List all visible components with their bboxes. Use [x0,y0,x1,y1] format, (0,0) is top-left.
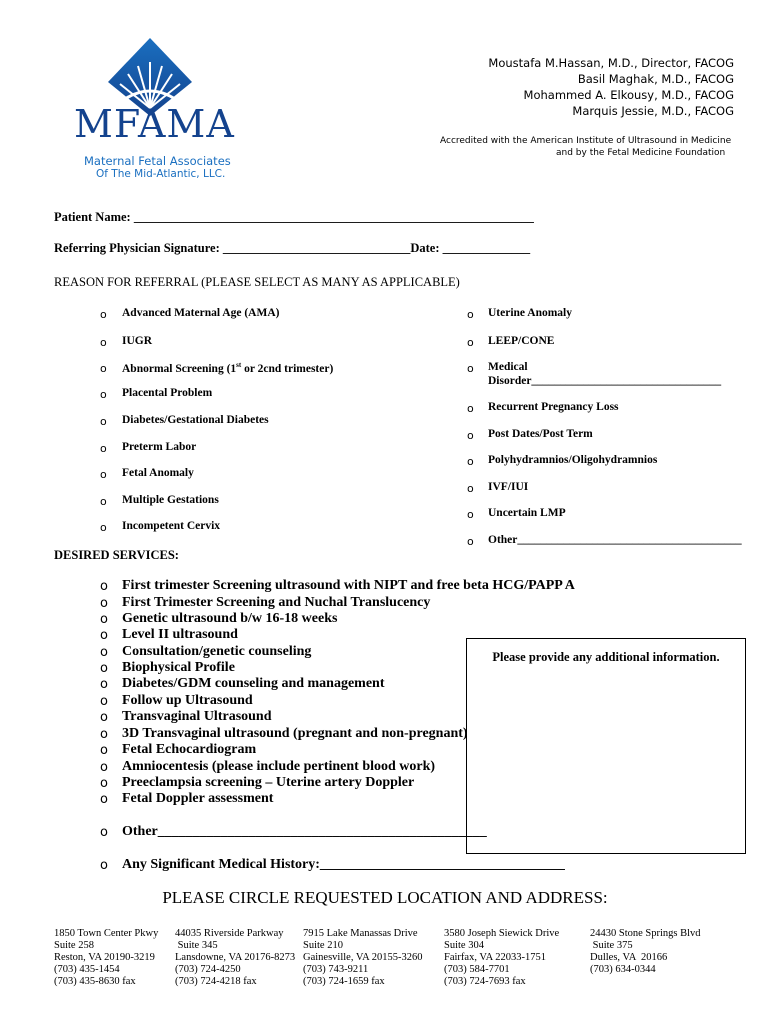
checkbox-bullet[interactable]: o [100,694,108,709]
checkbox-bullet[interactable]: o [467,508,474,521]
service-item: Amniocentesis (please include pertinent blood work) [122,759,436,774]
logo-wordmark: MFAMA [74,102,235,146]
reason-item: Placental Problem [122,387,213,399]
additional-info-box[interactable] [466,638,746,854]
medical-disorder-line[interactable]: Disorder_________________________________ [488,375,722,387]
reason-item: Advanced Maternal Age (AMA) [122,307,280,319]
checkbox-bullet[interactable]: o [100,308,107,321]
service-item: First trimester Screening ultrasound with NIPT and free beta HCG/PAPP A [122,578,575,593]
checkbox-bullet[interactable]: o [100,645,108,660]
additional-info-label: Please provide any additional information. [492,650,720,664]
checkbox-bullet[interactable]: o [100,628,108,643]
checkbox-bullet[interactable]: o [100,495,107,508]
reason-item: Incompetent Cervix [122,520,221,532]
checkbox-bullet[interactable]: o [100,442,107,455]
checkbox-bullet[interactable]: o [100,743,108,758]
location-address[interactable]: 24430 Stone Springs Blvd Suite 375 Dulles, VA 20166 (703) 634-0344 [590,928,701,975]
logo-subtitle: Maternal Fetal Associates [84,154,231,168]
service-item: Diabetes/GDM counseling and management [122,676,385,691]
accreditation-line: and by the Fetal Medicine Foundation [556,148,726,158]
checkbox-bullet[interactable]: o [100,388,107,401]
reason-item: Uterine Anomaly [488,307,573,319]
services-heading: DESIRED SERVICES: [54,548,179,562]
reason-item: Fetal Anomaly [122,467,194,479]
reason-item: Polyhydramnios/Oligohydramnios [488,454,658,466]
logo-subtitle-2: Of The Mid-Atlantic, LLC. [96,168,226,180]
reason-item: Diabetes/Gestational Diabetes [122,414,269,426]
doctor-name: Moustafa M.Hassan, M.D., Director, FACOG [488,56,734,70]
checkbox-bullet[interactable]: o [100,612,108,627]
checkbox-bullet[interactable]: o [100,468,107,481]
reason-item: Preterm Labor [122,441,197,453]
reason-item: Multiple Gestations [122,494,219,506]
checkbox-bullet[interactable]: o [100,858,108,873]
location-address[interactable]: 44035 Riverside Parkway Suite 345 Lansdowne, VA 20176-8273 (703) 724-4250 (703) 724-4218 fax [175,928,296,987]
checkbox-bullet[interactable]: o [100,792,108,807]
checkbox-bullet[interactable]: o [467,362,474,375]
reason-item: Recurrent Pregnancy Loss [488,401,619,413]
accreditation-line: Accredited with the American Institute of Ultrasound in Medicine [440,136,732,146]
reason-item-abnormal-screening: Abnormal Screening (1st or 2cnd trimester) [122,361,334,375]
checkbox-bullet[interactable]: o [100,362,107,375]
reason-item-other[interactable]: Other_______________________________________ [488,534,742,546]
checkbox-bullet[interactable]: o [100,776,108,791]
service-item: Consultation/genetic counseling [122,644,312,659]
reason-item: IVF/IUI [488,481,529,493]
doctor-name: Mohammed A. Elkousy, M.D., FACOG [523,88,734,102]
service-item: 3D Transvaginal ultrasound (pregnant and non-pregnant) [122,726,468,741]
checkbox-bullet[interactable]: o [100,336,107,349]
checkbox-bullet[interactable]: o [100,596,108,611]
location-address[interactable]: 3580 Joseph Siewick Drive Suite 304 Fairfax, VA 22033-1751 (703) 584-7701 (703) 724-7693 fax [444,928,560,987]
service-item: Fetal Doppler assessment [122,791,274,806]
service-item: Fetal Echocardiogram [122,742,257,757]
referring-physician-field[interactable]: Referring Physician Signature: ______________________________Date: ______________ [54,241,531,255]
service-item: Follow up Ultrasound [122,693,253,708]
checkbox-bullet[interactable]: o [100,710,108,725]
service-item: Transvaginal Ultrasound [122,709,272,724]
checkbox-bullet[interactable]: o [467,482,474,495]
location-heading: PLEASE CIRCLE REQUESTED LOCATION AND ADDRESS: [162,888,608,907]
service-item-other[interactable]: Other_______________________________________________ [122,824,487,839]
checkbox-bullet[interactable]: o [100,521,107,534]
checkbox-bullet[interactable]: o [467,402,474,415]
doctor-name: Basil Maghak, M.D., FACOG [577,72,734,86]
service-item: First Trimester Screening and Nuchal Translucency [122,595,431,610]
service-item: Biophysical Profile [122,660,235,675]
checkbox-bullet[interactable]: o [467,535,474,548]
reason-item: Medical [488,361,528,373]
checkbox-bullet[interactable]: o [467,455,474,468]
patient-name-field[interactable]: Patient Name: ________________________________________________________________ [54,210,534,224]
location-address[interactable]: 1850 Town Center Pkwy Suite 258 Reston, VA 20190-3219 (703) 435-1454 (703) 435-8630 fax [54,928,159,987]
checkbox-bullet[interactable]: o [100,825,108,840]
checkbox-bullet[interactable]: o [100,415,107,428]
checkbox-bullet[interactable]: o [467,336,474,349]
medical-history-field[interactable]: Any Significant Medical History:___________________________________ [122,857,565,872]
service-item: Level II ultrasound [122,627,238,642]
checkbox-bullet[interactable]: o [100,661,108,676]
checkbox-bullet[interactable]: o [100,579,108,594]
location-address[interactable]: 7915 Lake Manassas Drive Suite 210 Gainesville, VA 20155-3260 (703) 743-9211 (703) 724-1659 fax [303,928,423,987]
checkbox-bullet[interactable]: o [467,429,474,442]
reason-item: IUGR [122,335,153,347]
reason-heading: REASON FOR REFERRAL (PLEASE SELECT AS MANY AS APPLICABLE) [54,275,460,289]
checkbox-bullet[interactable]: o [100,677,108,692]
service-item: Genetic ultrasound b/w 16-18 weeks [122,611,338,626]
service-item: Preeclampsia screening – Uterine artery Doppler [122,775,415,790]
reason-item: Uncertain LMP [488,507,566,519]
checkbox-bullet[interactable]: o [100,727,108,742]
doctor-name: Marquis Jessie, M.D., FACOG [572,104,734,118]
reason-item: LEEP/CONE [488,335,555,347]
checkbox-bullet[interactable]: o [467,308,474,321]
reason-item: Post Dates/Post Term [488,428,593,440]
checkbox-bullet[interactable]: o [100,760,108,775]
